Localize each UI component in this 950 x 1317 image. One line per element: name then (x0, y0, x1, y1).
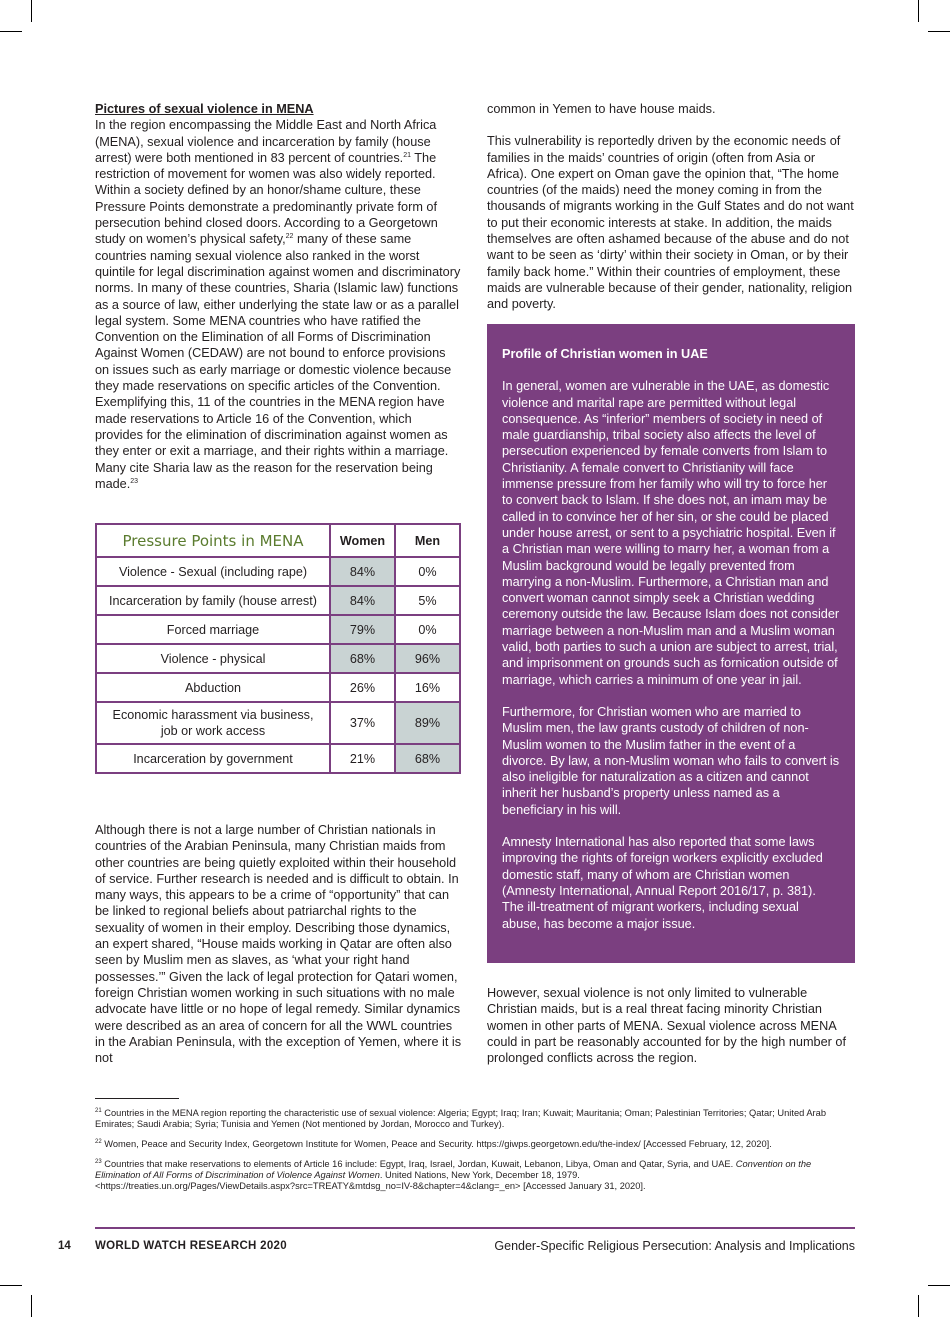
men-value: 0% (395, 615, 460, 644)
footnote-divider (95, 1098, 179, 1099)
vulnerability-paragraph: This vulnerability is reportedly driven by the economic needs of families in the maids’ countries of origin (often from Asia or Africa). One expert on Oman gave the opinion that, “The home countries (of the maids) need the money coming in from the thousands of migrants working in the Gulf States and do not want to put their economic interests at stake. In addition, the maids themselves are often ashamed because of the abuse and do not want to be seen as ‘dirty’ within their society in Oman, or by their family back home.” Within their countries of employment, these maids are vulnerable because of their gender, nationality, religion and poverty. (487, 134, 854, 312)
women-value: 84% (330, 586, 395, 615)
table-row (96, 673, 460, 702)
footnote-ref-22[interactable]: 22 (285, 233, 294, 241)
footer-divider (95, 1227, 855, 1229)
men-value: 96% (395, 644, 460, 673)
row-label: Violence - physical (96, 644, 330, 673)
footnotes (95, 1108, 855, 1201)
closing-paragraph: However, sexual violence is not only limited to vulnerable Christian maids, but is a real threat facing minority Christian women in other parts of MENA. Sexual violence across MENA could in part be reasonably accounted for by the high number of prolonged conflicts across the region. (487, 986, 847, 1066)
women-value: 26% (330, 673, 395, 702)
column-header-women: Women (330, 524, 395, 557)
crop-mark (31, 0, 32, 22)
box-title: Profile of Christian women in UAE (502, 347, 708, 361)
maids-paragraph: Although there is not a large number of Christian nationals in countries of the Arabian Peninsula, many Christian maids from other countries are being quietly exploited within their household of service. Further research is needed and is difficult to obtain. In many ways, this appears to be a crime of “opportunity” that can be linked to regional beliefs about patriarchal rights to the sexuality of women in their employ. Describing those dynamics, an expert shared, “House maids working in Qatar are often also seen by Muslim men as slaves, as ‘what your right hand possesses.’” Given the lack of legal protection for Qatari women, foreign Christian women working in such situations with no male advocate have little or no hope of legal remedy. Similar dynamics were described as an area of concern for all the WWL countries in the Arabian Peninsula, with the exception of Yemen, where it is not (95, 823, 462, 1066)
continued-paragraph: common in Yemen to have house maids. (487, 102, 716, 116)
footnote-23: $^{23}$ Countries that make reservations to elements of Article 16 include: Egypt, Iraq, Israel, Jordan, Kuwait, Lebanon, Libya, Oman and Qatar, Syria, and UAE. Convention on the Elimination of All Forms of Discrimination of Violence Against Women. United Nations, New York, December 18, 1979. <https://treaties.un.org/Pages/ViewDetails.aspx?src=TREATY&mtdsg_no=IV-8&chapter=4&clang=_en> [Accessed January 31, 2020]. (95, 1158, 812, 1191)
table-row (96, 586, 460, 615)
table-row (96, 744, 460, 773)
men-value: 5% (395, 586, 460, 615)
row-label: Abduction (96, 673, 330, 702)
men-value: 68% (395, 744, 460, 773)
running-title: Gender-Specific Religious Persecution: Analysis and Implications (494, 1239, 855, 1253)
row-label: Incarceration by family (house arrest) (96, 586, 330, 615)
section-heading: Pictures of sexual violence in MENA (95, 102, 314, 116)
women-value: 68% (330, 644, 395, 673)
row-label: Economic harassment via business, job or work access (96, 702, 330, 744)
box-paragraph: Amnesty International has also reported that some laws improving the rights of foreign workers explicitly excluded domestic staff, many of whom are Christian women (Amnesty International, Annual Report 2016/17, p. 381). The ill-treatment of migrant workers, including sexual abuse, has become a major issue. (502, 835, 823, 931)
right-column (487, 101, 855, 313)
uae-profile-box (487, 324, 855, 963)
footnote-22: $^{22}$ Women, Peace and Security Index, Georgetown Institute for Women, Peace and Security. https://giwps.georgetown.edu/the-index/ [Accessed February, 12, 2020]. (95, 1138, 772, 1149)
women-value: 79% (330, 615, 395, 644)
crop-mark (0, 31, 22, 32)
crop-mark (0, 1285, 22, 1286)
box-paragraph: In general, women are vulnerable in the UAE, as domestic violence and marital rape are permitted without legal consequence. As “inferior” members of society in need of male guardianship, tribal society also affects the level of persecution experienced by female converts from Islam to Christianity. A female convert to Christianity will face immense pressure from her family who will try to force her to convert back to Islam. If she does not, an imam may be called in to convince her of her sin, or she could be placed under house arrest, or sent to a psychiatric hospital. Even if a Christian man were willing to marry her, a woman from a Muslim background would be legally prevented from marrying a non-Muslim. Furthermore, a Christian man and convert woman cannot simply seek a Christian wedding ceremony outside the law. Because Islam does not consider marriage between a non-Muslim man and a Muslim woman valid, both parties to such a union are subject to arrest, trial, and imprisonment on grounds such as fornication outside of marriage, which carries a minimum of one year in jail. (502, 379, 840, 687)
crop-mark (928, 1285, 950, 1286)
men-value: 0% (395, 557, 460, 586)
men-value: 16% (395, 673, 460, 702)
crop-mark (918, 1295, 919, 1317)
table-row (96, 702, 460, 744)
footnote-21: $^{21}$ Countries in the MENA region reporting the characteristic use of sexual violence: Algeria; Egypt; Iraq; Iran; Kuwait; Mauritania; Oman; Palestinian Territories; Qatar; United Arab Emirates; Saudi Arabia; Syria; Tunisia and Yemen (Not mentioned by Jordan, Morocco and Turkey). (95, 1107, 826, 1129)
left-lower-block (95, 822, 463, 1066)
left-column (95, 101, 463, 492)
intro-paragraph: In the region encompassing the Middle East and North Africa (MENA), sexual violence and incarceration by family (house arrest) were both mentioned in 83 percent of countries.$^{21}$ The restriction of movement for women was also widely reported. Within a society defined by an honor/shame culture, these Pressure Points demonstrate a predominantly private form of persecution behind closed doors. According to a Georgetown study on women’s physical safety,$^{22}$ many of these same countries naming sexual violence also ranked in the worst quintile for legal discrimination against women and discriminatory norms. In many of these countries, Sharia (Islamic law) functions as a source of law, either underlying the state law or as a parallel legal system. Some MENA countries who have ratified the Convention on the Elimination of all Forms of Discrimination Against Women (CEDAW) are not bound to enforce provisions on issues such as early marriage or domestic violence because they made reservations on specific articles of the Convention. Exemplifying this, 11 of the countries in the MENA region have made reservations to Article 16 of the Convention, which provides for the elimination of discrimination against women as they enter or exit a marriage, and their rights within a marriage. Many cite Sharia law as the reason for the reservation being made.$^{23}$ (95, 118, 461, 491)
page-number: 14 (58, 1240, 71, 1252)
women-value: 21% (330, 744, 395, 773)
table-title: Pressure Points in MENA (96, 524, 330, 557)
table-row (96, 615, 460, 644)
row-label: Forced marriage (96, 615, 330, 644)
table-header-row (96, 524, 460, 557)
box-paragraph: Furthermore, for Christian women who are married to Muslim men, the law grants custody of children of non-Muslim women to the Muslim father in the event of a divorce. By law, a non-Muslim woman who fails to convert is also ineligible for naturalization as a citizen and cannot inherit her husband’s property unless named as a beneficiary in his will. (502, 704, 840, 817)
crop-mark (928, 31, 950, 32)
crop-mark (31, 1295, 32, 1317)
treaty-link[interactable]: <https://treaties.un.org/Pages/ViewDetails.aspx?src=TREATY&mtdsg_no=IV-8&chapter=4&clang=_en> [Accessed January 31, 2020]. (95, 1181, 646, 1191)
table-row (96, 557, 460, 586)
right-lower-block (487, 985, 855, 1066)
column-header-men: Men (395, 524, 460, 557)
men-value: 89% (395, 702, 460, 744)
footnote-ref-21[interactable]: 21 (403, 151, 411, 159)
pressure-points-table (95, 523, 461, 774)
women-value: 84% (330, 557, 395, 586)
women-value: 37% (330, 702, 395, 744)
row-label: Violence - Sexual (including rape) (96, 557, 330, 586)
publication-name: WORLD WATCH RESEARCH 2020 (95, 1240, 287, 1252)
table-row (96, 644, 460, 673)
crop-mark (918, 0, 919, 22)
row-label: Incarceration by government (96, 744, 330, 773)
footnote-ref-23[interactable]: 23 (130, 477, 139, 485)
